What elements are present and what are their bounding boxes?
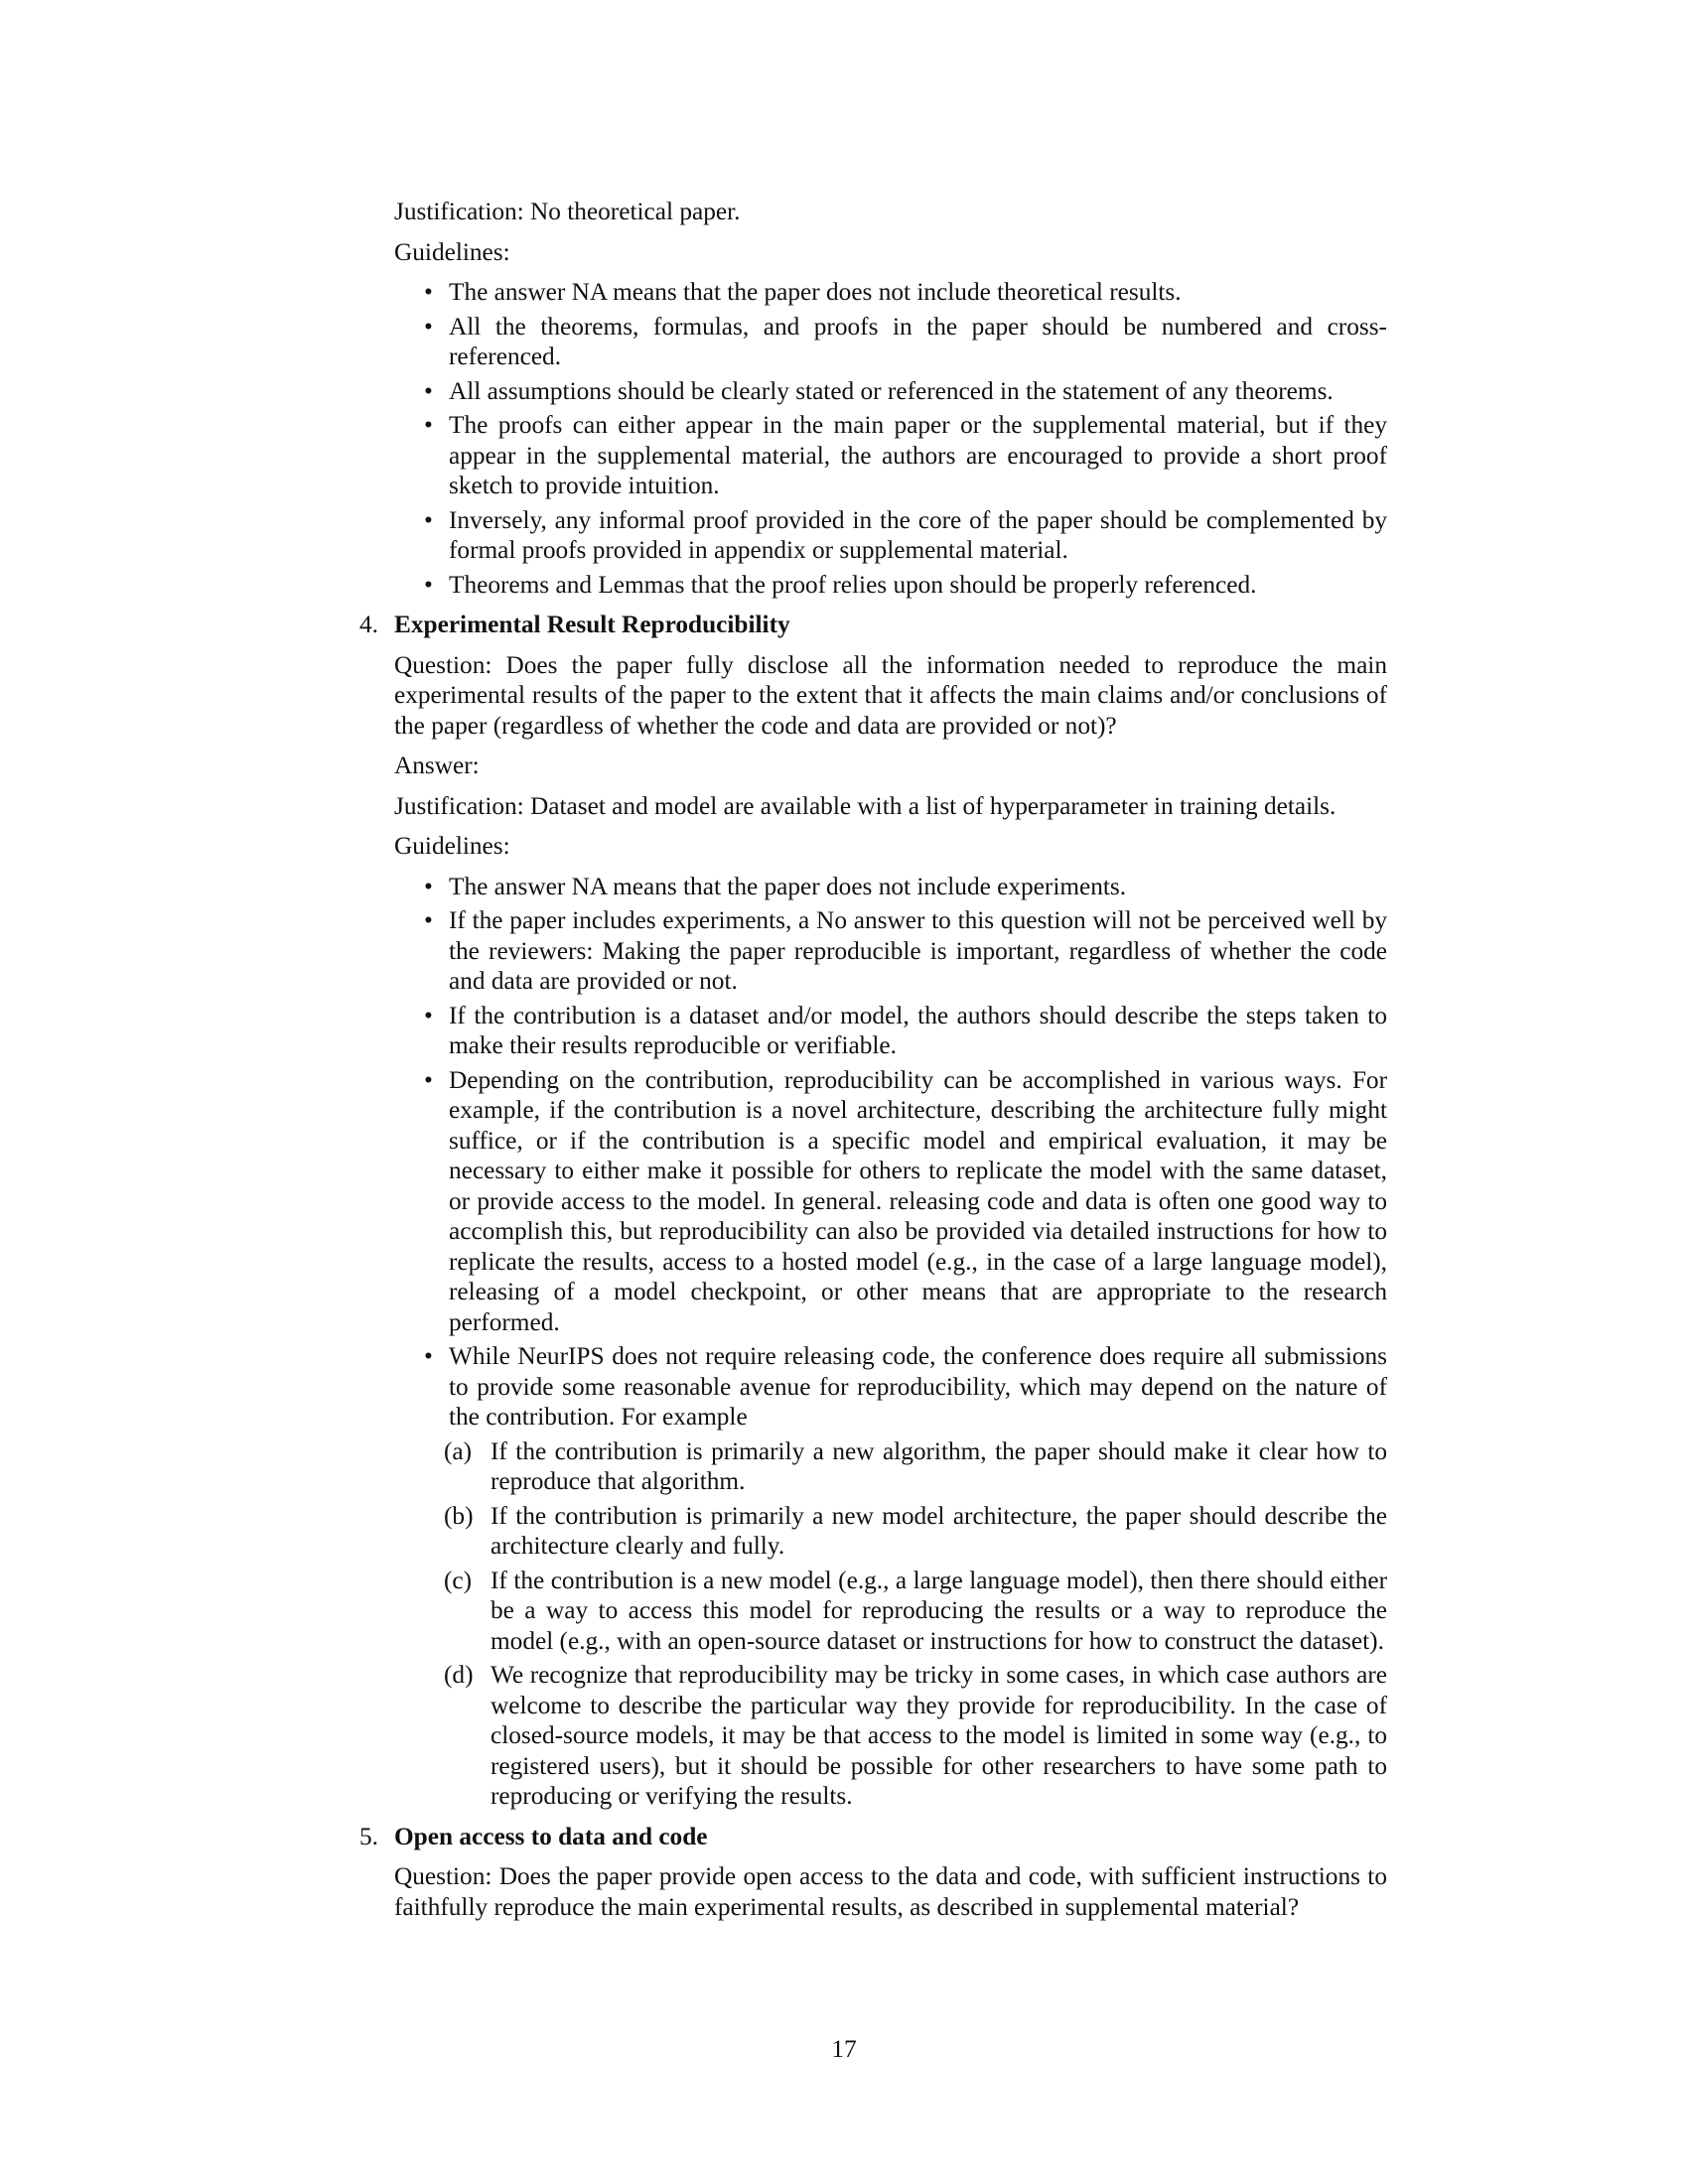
justification-top: Justification: No theoretical paper. (394, 198, 741, 225)
subitem-text: If the contribution is primarily a new algorithm, the paper should make it clear how to reproduce that algorithm. (491, 1436, 1387, 1495)
subitem-label: (d) (444, 1661, 474, 1689)
guidelines-list-top (394, 277, 1387, 600)
section-title: Open access to data and code (394, 1822, 708, 1850)
guideline-item: • Inversely, any informal proof provided in the core of the paper should be complemented by formal proofs provided in appendix or supplemental material. (394, 505, 1387, 566)
guideline-item (394, 1341, 1387, 1433)
subitems-list (394, 1436, 1387, 1812)
guideline-item: • Theorems and Lemmas that the proof relies upon should be properly referenced. (394, 570, 1387, 601)
subitem-text: If the contribution is a new model (e.g., a large language model), then there should either be a way to access this model for reproducing the results or a way to reproduce the model (e.g., with an open-source dataset or instructions for how to construct the dataset). (491, 1566, 1387, 1655)
justification-text: Justification: Dataset and model are available with a list of hyperparameter in training details. (394, 791, 1336, 820)
guideline-item-text: While NeurIPS does not require releasing code, the conference does require all submissions to provide some reasonable avenue for reproducibility, which may depend on the nature of the contribution. For example (449, 1342, 1387, 1431)
subitem (394, 1436, 1387, 1497)
page-number: 17 (831, 2035, 857, 2063)
subitem-label: (a) (444, 1436, 473, 1465)
subitem-label: (c) (444, 1566, 473, 1594)
guideline-item: • The answer NA means that the paper does not include experiments. (394, 872, 1387, 902)
question-text: Question: Does the paper provide open access to the data and code, with sufficient instructions to faithfully reproduce the main experimental results, as described in supplemental material? (394, 1862, 1387, 1921)
guidelines-label: Guidelines: (394, 832, 510, 860)
guideline-item: • All the theorems, formulas, and proofs in the paper should be numbered and cross-referenced. (394, 312, 1387, 372)
guidelines-list (394, 872, 1387, 1433)
guideline-item: • If the paper includes experiments, a No answer to this question will not be perceived well by the reviewers: Making the paper reproducible is important, regardless of whether the code and data are provided or not. (394, 905, 1387, 997)
guideline-item: • The proofs can either appear in the main paper or the supplemental material, but if they appear in the supplemental material, the authors are encouraged to provide a short proof sketch to provide intuition. (394, 410, 1387, 501)
page-body (359, 197, 1387, 1932)
question-text: Question: Does the paper fully disclose all the information needed to reproduce the main experimental results of the paper to the extent that it affects the main claims and/or conclusions of the paper (regardless of whether the code and data are provided or not)? (394, 650, 1387, 740)
guidelines-label-top: Guidelines: (394, 237, 510, 266)
answer-label: Answer: (394, 751, 480, 779)
subitem-label: (b) (444, 1501, 474, 1530)
subitem (394, 1660, 1387, 1812)
section-4 (359, 610, 1387, 1812)
subitem (394, 1501, 1387, 1562)
subitem-text: If the contribution is primarily a new model architecture, the paper should describe the architecture clearly and fully. (491, 1501, 1387, 1560)
guideline-item: • The answer NA means that the paper does not include theoretical results. (394, 277, 1387, 308)
section-title: Experimental Result Reproducibility (394, 611, 790, 638)
section-number: 5. (359, 1822, 378, 1850)
subitem-text: We recognize that reproducibility may be tricky in some cases, in which case authors are welcome to describe the particular way they provide for reproducibility. In the case of closed-source models, it may be that access to the model is limited in some way (e.g., to registered users), but it should be possible for other researchers to have some path to reproducing or verifying the results. (491, 1661, 1387, 1810)
section-number: 4. (359, 611, 378, 638)
subitem (394, 1566, 1387, 1657)
guideline-item: • All assumptions should be clearly stated or referenced in the statement of any theorems. (394, 376, 1387, 407)
guideline-item: • Depending on the contribution, reproducibility can be accomplished in various ways. For example, if the contribution is a novel architecture, describing the architecture fully might suffice, or if the contribution is a specific model and empirical evaluation, it may be necessary to either make it possible for others to replicate the model with the same dataset, or provide access to the model. In general. releasing code and data is often one good way to accomplish this, but reproducibility can also be provided via detailed instructions for how to replicate the results, access to a hosted model (e.g., in the case of a large language model), releasing of a model checkpoint, or other means that are appropriate to the research performed. (394, 1065, 1387, 1338)
guideline-item: • If the contribution is a dataset and/or model, the authors should describe the steps taken to make their results reproducible or verifiable. (394, 1001, 1387, 1061)
section-5 (359, 1822, 1387, 1923)
